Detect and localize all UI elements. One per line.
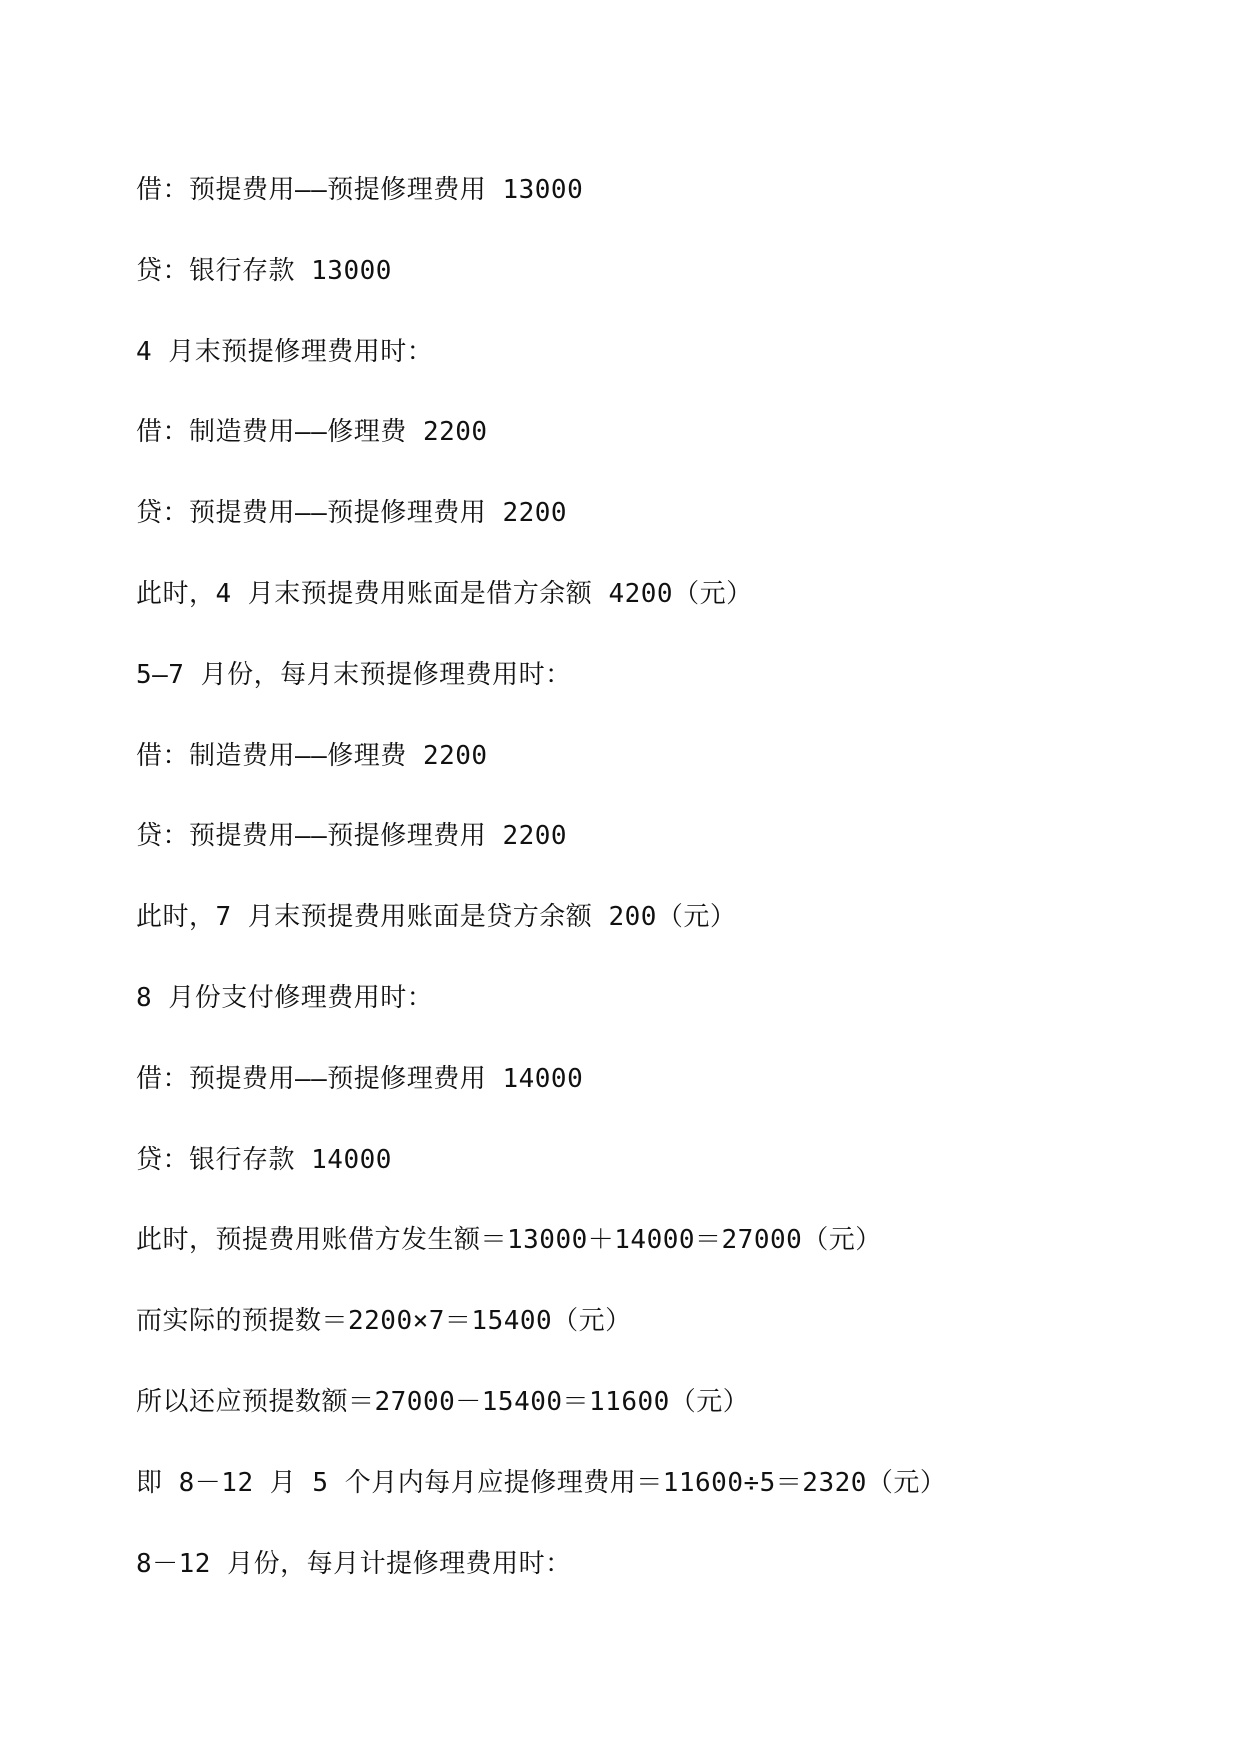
text-line: 即 8－12 月 5 个月内每月应提修理费用＝11600÷5＝2320（元） (136, 1468, 947, 1498)
text-line: 贷：预提费用——预提修理费用 2200 (136, 498, 568, 528)
text-line: 所以还应预提数额＝27000－15400＝11600（元） (136, 1387, 750, 1417)
text-line: 而实际的预提数＝2200×7＝15400（元） (136, 1306, 632, 1336)
text-line: 此时，4 月末预提费用账面是借方余额 4200（元） (136, 579, 753, 609)
text-line: 贷：银行存款 13000 (136, 256, 392, 286)
text-line: 借：制造费用——修理费 2200 (136, 741, 488, 771)
text-line: 贷：银行存款 14000 (136, 1145, 392, 1175)
text-line: 8－12 月份，每月计提修理费用时： (136, 1549, 572, 1579)
text-line: 借：预提费用——预提修理费用 13000 (136, 175, 584, 205)
text-line: 借：制造费用——修理费 2200 (136, 417, 488, 447)
text-line: 5—7 月份，每月末预提修理费用时： (136, 660, 572, 690)
text-line: 此时，7 月末预提费用账面是贷方余额 200（元） (136, 902, 737, 932)
text-line: 借：预提费用——预提修理费用 14000 (136, 1064, 584, 1094)
text-line: 4 月末预提修理费用时： (136, 337, 434, 367)
text-line: 8 月份支付修理费用时： (136, 983, 434, 1013)
text-line: 贷：预提费用——预提修理费用 2200 (136, 821, 568, 851)
text-line: 此时，预提费用账借方发生额＝13000＋14000＝27000（元） (136, 1225, 882, 1255)
